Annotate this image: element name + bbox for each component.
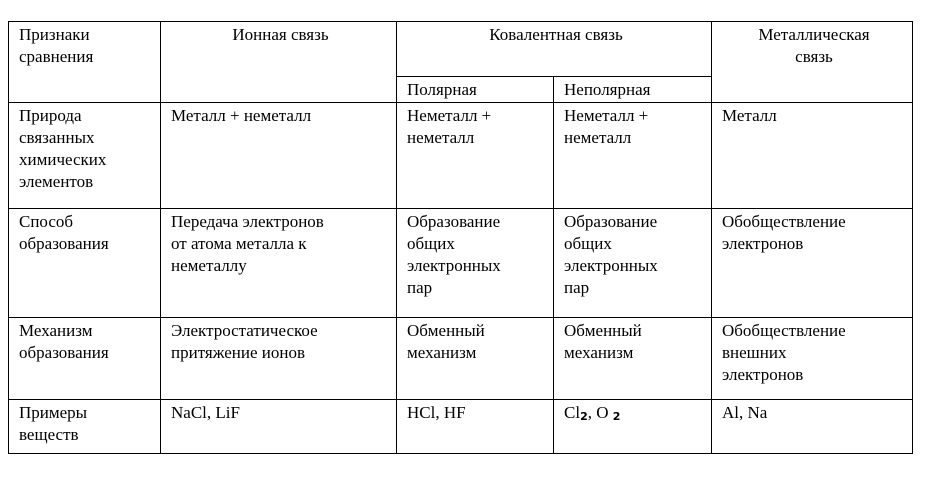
bond-comparison-table <box>8 21 913 454</box>
criterion-cell: Природа связанных химических элементов <box>9 103 161 209</box>
table-row <box>9 209 913 318</box>
table-row <box>9 400 913 454</box>
ionic-cell: Электростатическое притяжение ионов <box>161 318 397 400</box>
header-ionic: Ионная связь <box>161 22 397 103</box>
polar-cell: Образование общих электронных пар <box>397 209 554 318</box>
metallic-cell: Al, Na <box>712 400 913 454</box>
criterion-cell: Примеры веществ <box>9 400 161 454</box>
header-covalent: Ковалентная связь <box>397 22 712 77</box>
polar-cell: Неметалл + неметалл <box>397 103 554 209</box>
polar-cell: HCl, HF <box>397 400 554 454</box>
table-row <box>9 103 913 209</box>
nonpolar-cell <box>554 400 712 454</box>
polar-cell: Обменный механизм <box>397 318 554 400</box>
header-metallic: Металлическая связь <box>712 22 913 103</box>
criterion-cell: Способ образования <box>9 209 161 318</box>
criterion-cell: Механизм образования <box>9 318 161 400</box>
metallic-cell: Обобществление внешних электронов <box>712 318 913 400</box>
header-covalent-nonpolar: Неполярная <box>554 77 712 103</box>
table-row <box>9 318 913 400</box>
formula-text: Cl2, O 2 <box>564 403 621 423</box>
ionic-cell: NaCl, LiF <box>161 400 397 454</box>
nonpolar-cell: Обменный механизм <box>554 318 712 400</box>
metallic-cell: Обобществление электронов <box>712 209 913 318</box>
nonpolar-cell: Образование общих электронных пар <box>554 209 712 318</box>
metallic-cell: Металл <box>712 103 913 209</box>
header-covalent-polar: Полярная <box>397 77 554 103</box>
ionic-cell: Металл + неметалл <box>161 103 397 209</box>
header-row <box>9 22 913 77</box>
nonpolar-cell: Неметалл + неметалл <box>554 103 712 209</box>
ionic-cell: Передача электронов от атома металла к неметаллу <box>161 209 397 318</box>
header-criteria: Признаки сравнения <box>9 22 161 103</box>
